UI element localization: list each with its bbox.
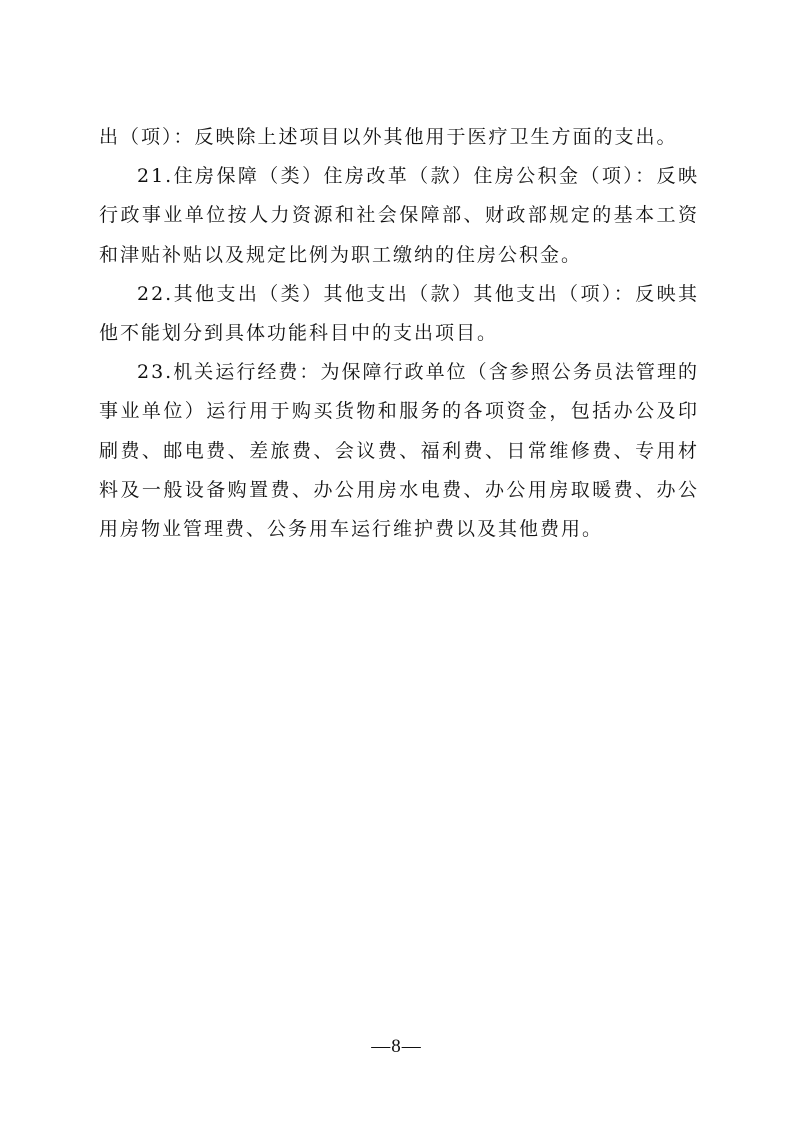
paragraph-item-21: 21.住房保障（类）住房改革（款）住房公积金（项）：反映行政事业单位按人力资源和社会保障部、财政部规定的基本工资和津贴补贴以及规定比例为职工缴纳的住房公积金。 — [99, 165, 699, 266]
page-number: —8— — [371, 1036, 422, 1057]
paragraph-item-23: 23.机关运行经费：为保障行政单位（含参照公务员法管理的事业单位）运行用于购买货物和服务的各项资金，包括办公及印刷费、邮电费、差旅费、会议费、福利费、日常维修费、专用材料及一般设备购置费、办公用房水电费、办公用房取暖费、办公用房物业管理费、公务用车运行维护费以及其他费用。 — [99, 361, 699, 541]
paragraph-continuation: 出（项）：反映除上述项目以外其他用于医疗卫生方面的支出。 — [99, 126, 678, 148]
paragraph-item-22: 22.其他支出（类）其他支出（款）其他支出（项）：反映其他不能划分到具体功能科目中的支出项目。 — [99, 282, 699, 345]
body-text — [99, 118, 699, 549]
